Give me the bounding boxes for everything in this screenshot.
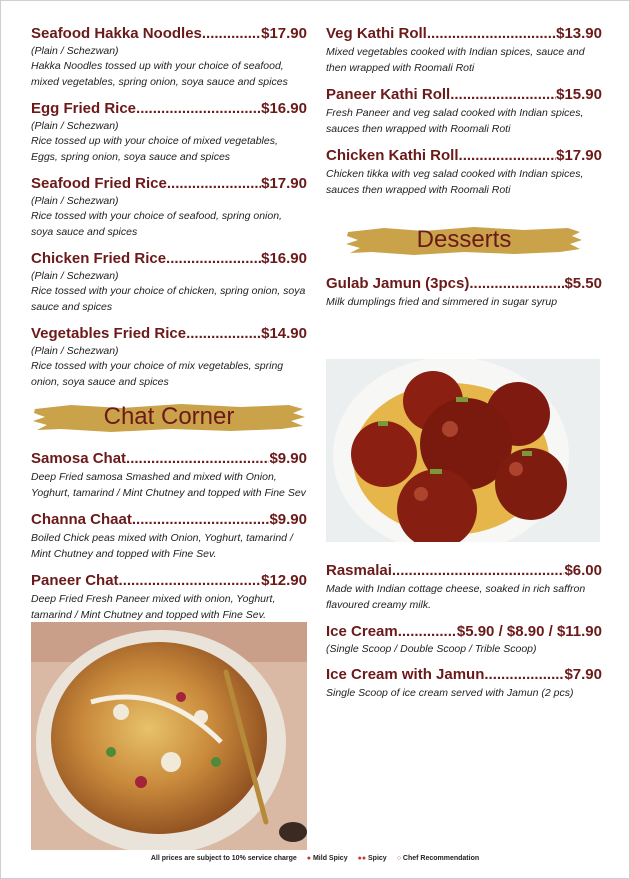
double-chili-icon: ●● bbox=[357, 855, 367, 862]
item-description: Chicken tikka with veg salad cooked with Indian spices, sauces then wrapped with Roomali Roti bbox=[326, 168, 584, 196]
menu-item bbox=[326, 146, 602, 198]
item-name: Paneer Chat bbox=[31, 572, 119, 589]
footer-legend bbox=[0, 855, 630, 862]
menu-item bbox=[326, 561, 602, 613]
item-description: Deep Fried Fresh Paneer mixed with onion, Yoghurt, tamarind / Mint Chutney and topped with Fine Sev. bbox=[31, 593, 276, 621]
spicy-label: Spicy bbox=[368, 855, 387, 862]
menu-item bbox=[326, 665, 602, 701]
menu-item bbox=[31, 99, 307, 165]
spicy-legend bbox=[358, 855, 387, 862]
chat-corner-banner bbox=[31, 399, 307, 437]
service-charge-note: All prices are subject to 10% service charge bbox=[150, 855, 297, 862]
menu-item bbox=[31, 249, 307, 315]
item-name: Seafood Fried Rice bbox=[31, 175, 167, 192]
item-variant: (Single Scoop / Double Scoop / Trible Scoop) bbox=[326, 643, 537, 655]
item-description: Single Scoop of ice cream served with Jamun (2 pcs) bbox=[326, 687, 574, 699]
item-variant: (Plain / Schezwan) bbox=[31, 45, 119, 57]
item-price: $9.90 bbox=[269, 450, 307, 467]
right-column-lower bbox=[326, 561, 602, 710]
item-price: $6.00 bbox=[564, 562, 602, 579]
menu-item bbox=[326, 274, 602, 310]
section-title: Chat Corner bbox=[103, 403, 235, 430]
item-name: Rasmalai bbox=[326, 562, 392, 579]
item-name: Veg Kathi Roll bbox=[326, 25, 427, 42]
item-description: Milk dumplings fried and simmered in sugar syrup bbox=[326, 296, 558, 308]
menu-item bbox=[31, 174, 307, 240]
menu-item bbox=[31, 571, 307, 623]
item-variant: (Plain / Schezwan) bbox=[31, 195, 119, 207]
item-name: Ice Cream bbox=[326, 623, 398, 640]
gulab-jamun-photo bbox=[326, 359, 600, 542]
mild-spicy-label: Mild Spicy bbox=[312, 855, 348, 862]
item-price: $5.50 bbox=[564, 275, 602, 292]
item-price: $5.90 / $8.90 / $11.90 bbox=[456, 623, 602, 640]
item-description: Boiled Chick peas mixed with Onion, Yoghurt, tamarind / Mint Chutney and topped with Fine Sev. bbox=[31, 532, 293, 560]
item-price: $7.90 bbox=[564, 666, 602, 683]
chili-icon: ● bbox=[306, 855, 312, 862]
section-title: Desserts bbox=[416, 226, 512, 253]
desserts-banner bbox=[344, 222, 584, 260]
item-price: $17.90 bbox=[556, 147, 602, 164]
item-description: Rice tossed with your choice of mix vegetables, spring onion, soya sauce and spices bbox=[31, 360, 284, 388]
item-description: Rice tossed with your choice of seafood, spring onion, soya sauce and spices bbox=[31, 210, 282, 238]
chaat-bowl-photo bbox=[31, 622, 307, 850]
item-name: Vegetables Fried Rice bbox=[31, 325, 187, 342]
item-variant: (Plain / Schezwan) bbox=[31, 270, 119, 282]
chef-label: Chef Recommendation bbox=[402, 855, 480, 862]
menu-item bbox=[31, 324, 307, 390]
chef-hat-icon: ○ bbox=[396, 855, 401, 862]
menu-item bbox=[31, 449, 307, 501]
item-price: $13.90 bbox=[556, 25, 602, 42]
item-name: Chicken Fried Rice bbox=[31, 250, 167, 267]
menu-item bbox=[326, 622, 602, 656]
item-description: Fresh Paneer and veg salad cooked with Indian spices, sauces then wrapped with Roomali Roti bbox=[326, 107, 584, 135]
item-price: $14.90 bbox=[261, 325, 307, 342]
chef-legend bbox=[397, 855, 479, 862]
item-price: $9.90 bbox=[269, 511, 307, 528]
item-price: $16.90 bbox=[261, 250, 307, 267]
mild-spicy-legend bbox=[307, 855, 348, 862]
item-variant: (Plain / Schezwan) bbox=[31, 345, 119, 357]
item-description: Mixed vegetables cooked with Indian spices, sauce and then wrapped with Roomali Roti bbox=[326, 46, 585, 74]
item-description: Rice tossed with your choice of chicken, spring onion, soya sauce and spices bbox=[31, 285, 306, 313]
item-price: $16.90 bbox=[261, 100, 307, 117]
item-description: Deep Fried samosa Smashed and mixed with Onion, Yoghurt, tamarind / Mint Chutney and topped with Fine Sev bbox=[31, 471, 306, 499]
menu-item bbox=[326, 24, 602, 76]
item-price: $12.90 bbox=[261, 572, 307, 589]
item-name: Chicken Kathi Roll bbox=[326, 147, 459, 164]
item-name: Samosa Chat bbox=[31, 450, 127, 467]
item-name: Gulab Jamun (3pcs) bbox=[326, 275, 470, 292]
item-name: Ice Cream with Jamun bbox=[326, 666, 485, 683]
item-name: Paneer Kathi Roll bbox=[326, 86, 451, 103]
item-description: Rice tossed up with your choice of mixed vegetables, Eggs, spring onion, soya sauce and spices bbox=[31, 135, 278, 163]
item-description: Made with Indian cottage cheese, soaked in rich saffron flavoured creamy milk. bbox=[326, 583, 586, 611]
item-price: $17.90 bbox=[261, 175, 307, 192]
item-name: Egg Fried Rice bbox=[31, 100, 137, 117]
left-column bbox=[31, 24, 307, 632]
right-column bbox=[326, 24, 602, 319]
item-name: Seafood Hakka Noodles bbox=[31, 25, 202, 42]
item-name: Channa Chaat bbox=[31, 511, 132, 528]
menu-item bbox=[31, 510, 307, 562]
item-description: Hakka Noodles tossed up with your choice of seafood, mixed vegetables, spring onion, soya sauce and spices bbox=[31, 60, 288, 88]
item-price: $15.90 bbox=[556, 86, 602, 103]
menu-item bbox=[326, 85, 602, 137]
menu-item bbox=[31, 24, 307, 90]
item-variant: (Plain / Schezwan) bbox=[31, 120, 119, 132]
item-price: $17.90 bbox=[261, 25, 307, 42]
